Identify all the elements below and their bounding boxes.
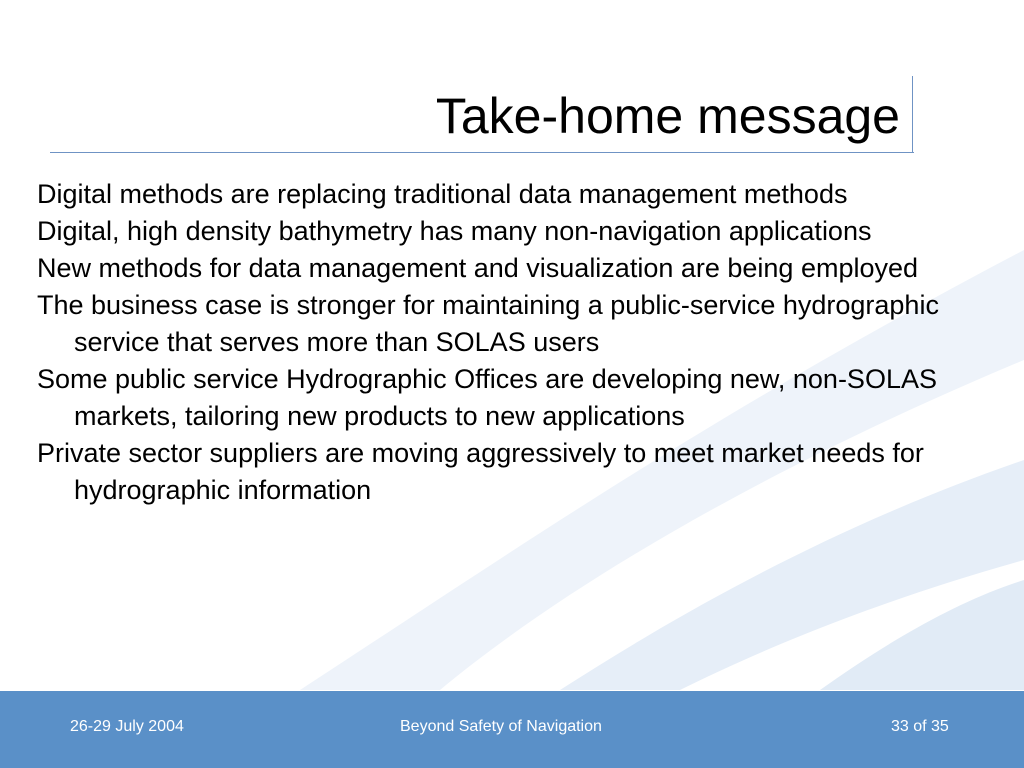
footer-date: 26-29 July 2004 — [70, 718, 184, 735]
title-vertical-rule — [912, 76, 913, 153]
title-underline-rule — [50, 152, 914, 153]
bullet-item: New methods for data management and visualization are being employed — [37, 253, 919, 283]
slide-title: Take-home message — [435, 88, 900, 144]
footer-bar — [0, 691, 1024, 768]
bullet-item: Some public service Hydrographic Offices are developing new, non-SOLAS markets, tailoring new products to new applications — [37, 364, 937, 431]
footer-page-number: 33 of 35 — [891, 718, 949, 735]
bullet-item: Digital, high density bathymetry has many non-navigation applications — [37, 216, 872, 246]
bullet-item: Digital methods are replacing traditional data management methods — [37, 179, 848, 209]
bullet-item: The business case is stronger for maintaining a public-service hydrographic service that serves more than SOLAS users — [37, 290, 939, 357]
footer-event-title: Beyond Safety of Navigation — [400, 718, 602, 735]
bullet-item: Private sector suppliers are moving aggressively to meet market needs for hydrographic information — [37, 438, 924, 505]
bullet-list — [37, 176, 1002, 509]
